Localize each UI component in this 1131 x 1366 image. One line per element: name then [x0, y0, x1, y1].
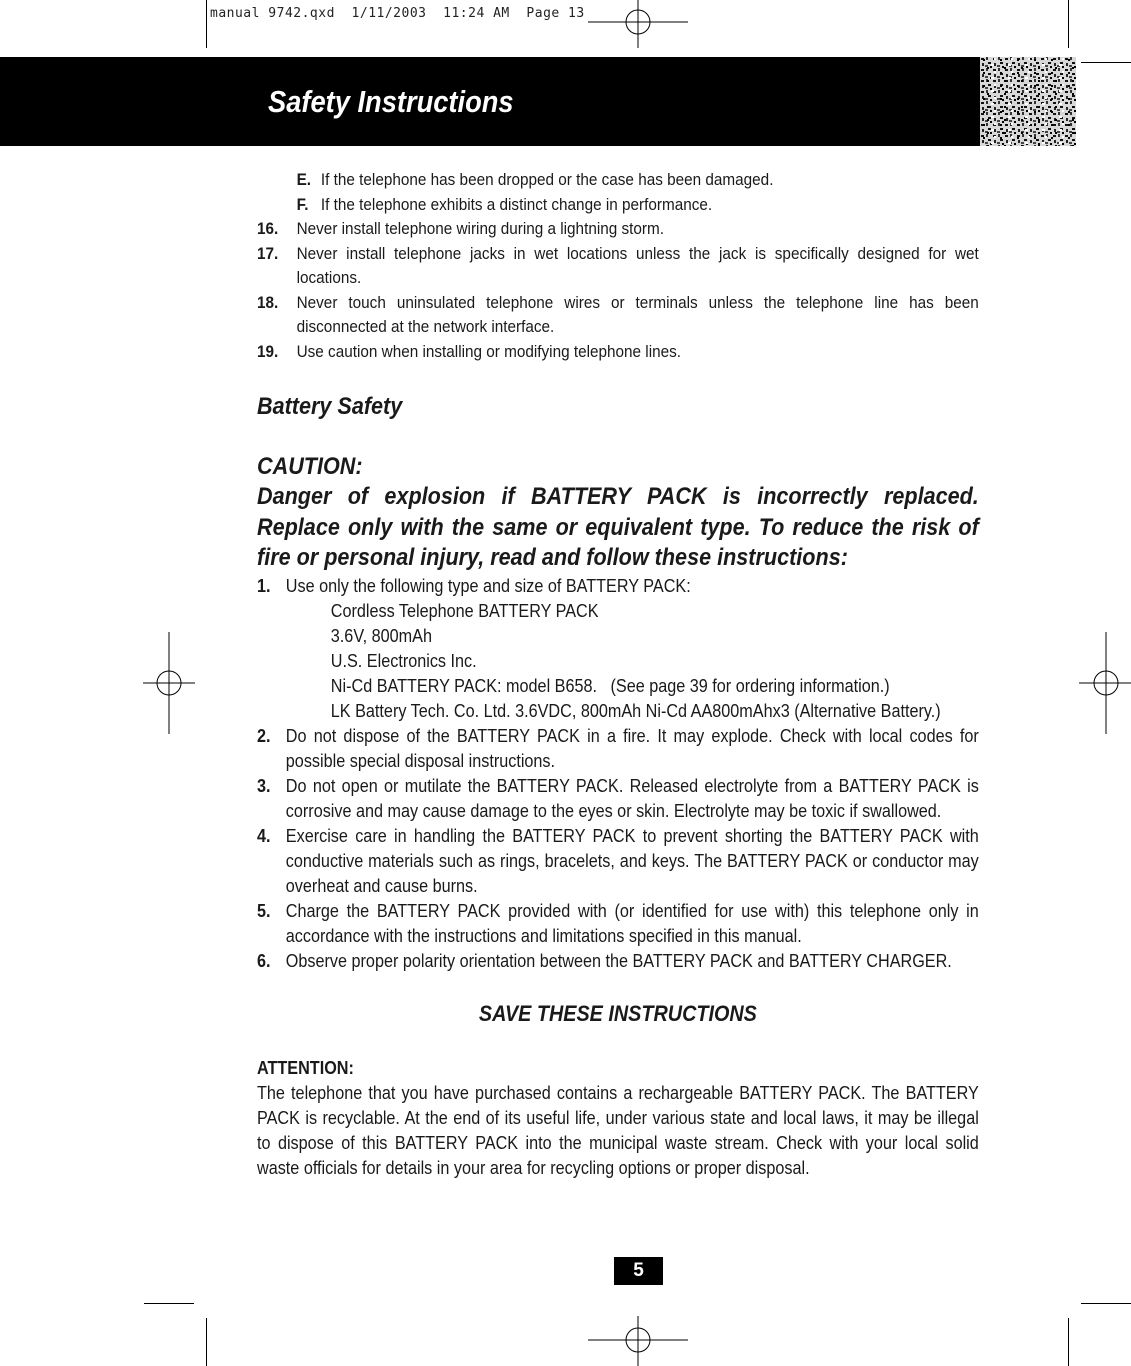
item-text: Never install telephone jacks in wet locations unless the jack is specifically designed for wet locations.	[296, 243, 979, 287]
crop-mark-bottom-left-v	[206, 1318, 207, 1366]
list-item	[257, 217, 979, 242]
crop-mark-top-right-h	[1081, 62, 1131, 63]
list-item	[257, 949, 979, 974]
list-item	[257, 291, 979, 340]
battery-safety-heading: Battery Safety	[257, 393, 403, 420]
crop-mark-bottom-right-h	[1081, 1303, 1131, 1304]
item-label: F.	[296, 194, 309, 214]
item-text: Use caution when installing or modifying telephone lines.	[296, 341, 682, 361]
crop-mark-top-right-v	[1068, 0, 1069, 48]
list-item	[257, 340, 979, 365]
item-text: Do not open or mutilate the BATTERY PACK. Released electrolyte from a BATTERY PACK is corrosive and may cause damage to the eyes or skin. Electrolyte may be toxic if swallowed.	[285, 775, 979, 821]
page-number: 5	[614, 1257, 663, 1285]
battery-spec-line: LK Battery Tech. Co. Ltd. 3.6VDC, 800mAh Ni-Cd AA800mAhx3 (Alternative Battery.)	[330, 700, 941, 721]
crop-mark-bottom-left-h	[144, 1303, 194, 1304]
item-label: E.	[296, 170, 312, 189]
item-text: Never install telephone wiring during a lightning storm.	[296, 219, 664, 238]
section-title: Safety Instructions	[268, 84, 514, 119]
list-item	[257, 824, 979, 899]
battery-spec-line: Ni-Cd BATTERY PACK: model B658. (See page 39 for ordering information.)	[330, 675, 890, 696]
crop-mark-top-left-v	[206, 0, 207, 48]
attention-text: The telephone that you have purchased contains a rechargeable BATTERY PACK. The BATTERY PACK is recyclable. At the end of its useful life, under various state and local laws, it may be illegal to dispose of this BATTERY PACK into the municipal waste stream. Check with your local solid waste officials for details in your area for recycling options or proper disposal.	[257, 1082, 979, 1178]
list-item	[257, 899, 979, 949]
item-text: Observe proper polarity orientation between the BATTERY PACK and BATTERY CHARGER.	[285, 950, 952, 971]
registration-mark-icon	[588, 1316, 688, 1366]
item-text: Exercise care in handling the BATTERY PACK to prevent shorting the BATTERY PACK with conductive materials such as rings, bracelets, and keys. The BATTERY PACK or conductor may overheat and cause burns.	[285, 825, 979, 896]
print-slug: manual 9742.qxd 1/11/2003 11:24 AM Page 13	[210, 6, 585, 21]
content-body	[257, 168, 979, 1181]
item-label: 5.	[257, 900, 271, 921]
attention-label: ATTENTION:	[257, 1058, 354, 1078]
registration-mark-icon	[1079, 632, 1131, 734]
caution-label: CAUTION:	[257, 453, 363, 480]
item-text: Do not dispose of the BATTERY PACK in a fire. It may explode. Check with local codes for possible special disposal instructions.	[285, 725, 979, 771]
save-instructions-heading: SAVE THESE INSTRUCTIONS	[478, 1000, 757, 1026]
registration-mark-icon	[588, 0, 688, 50]
item-text: Never touch uninsulated telephone wires or terminals unless the telephone line has been disconnected at the network interface.	[296, 292, 979, 336]
list-item	[257, 774, 979, 824]
item-label: 2.	[257, 725, 271, 746]
list-item	[257, 168, 979, 193]
item-text: If the telephone has been dropped or the case has been damaged.	[320, 170, 774, 189]
item-text: If the telephone exhibits a distinct change in performance.	[320, 194, 713, 214]
battery-spec-line: 3.6V, 800mAh	[330, 625, 432, 646]
item-text: Use only the following type and size of BATTERY PACK:	[285, 575, 691, 596]
item-label: 3.	[257, 775, 271, 796]
battery-spec-line: U.S. Electronics Inc.	[330, 650, 477, 671]
item-label: 1.	[257, 575, 271, 596]
item-text: Charge the BATTERY PACK provided with (or identified for use with) this telephone only in accordance with the instructions and limitations specified in this manual.	[285, 900, 979, 946]
halftone-noise-pattern	[980, 57, 1076, 146]
battery-spec-line: Cordless Telephone BATTERY PACK	[330, 600, 599, 621]
list-item	[257, 574, 979, 599]
list-item	[257, 242, 979, 291]
item-label: 19.	[257, 341, 279, 361]
item-label: 4.	[257, 825, 271, 846]
caution-text: Danger of explosion if BATTERY PACK is incorrectly replaced. Replace only with the same or equivalent type. To reduce the risk of fire or personal injury, read and follow these instructions:	[257, 483, 979, 571]
list-item	[257, 724, 979, 774]
item-label: 17.	[257, 243, 279, 263]
item-label: 18.	[257, 292, 279, 312]
item-label: 6.	[257, 950, 271, 971]
registration-mark-icon	[143, 632, 195, 734]
crop-mark-bottom-right-v	[1068, 1318, 1069, 1366]
condensed-block	[257, 168, 979, 1181]
item-label: 16.	[257, 219, 279, 238]
list-item	[257, 193, 979, 218]
